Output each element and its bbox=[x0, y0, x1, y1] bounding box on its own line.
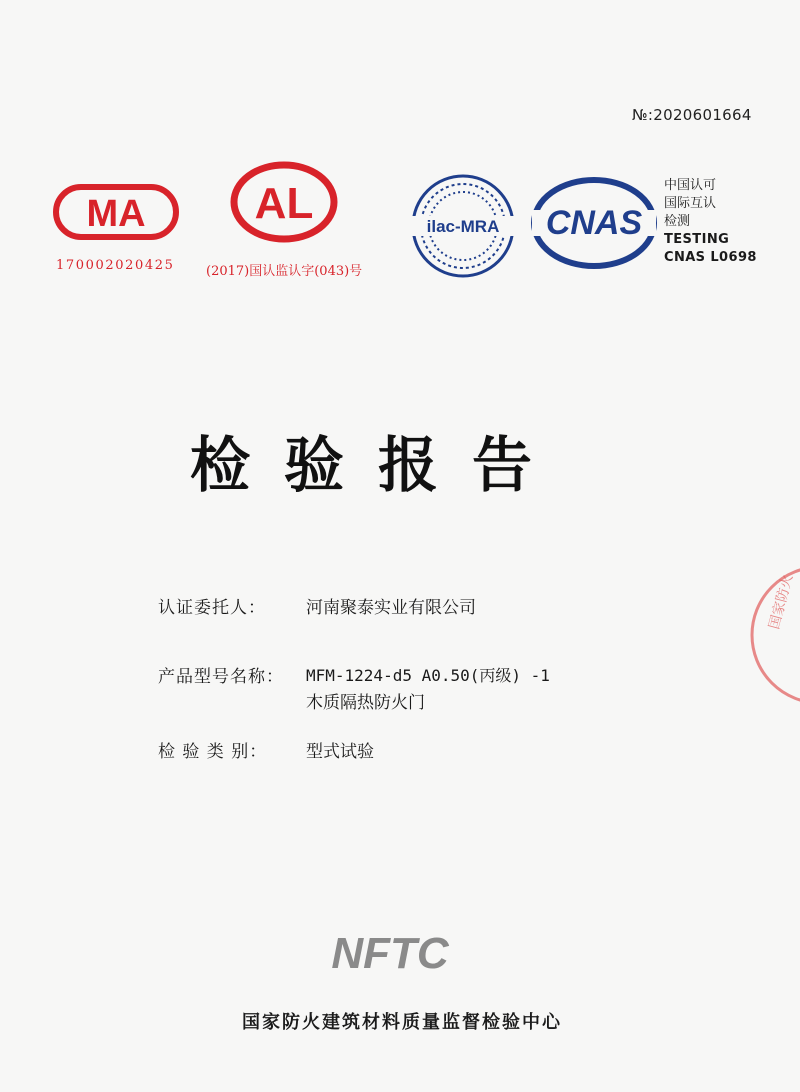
product-label: 产品型号名称： bbox=[158, 667, 284, 687]
cnas-caption-line: CNAS L0698 bbox=[664, 250, 757, 265]
cal-seal-text: AL bbox=[254, 179, 314, 228]
stamp-text: 国家防火 bbox=[766, 572, 797, 632]
cnas-caption-line: 国际互认 bbox=[664, 196, 717, 211]
cnas-text: CNAS bbox=[545, 204, 643, 242]
nftc-logo-text: NFTC bbox=[331, 929, 449, 978]
test-type-value: 型式试验 bbox=[306, 742, 374, 762]
issuer-name: 国家防火建筑材料质量监督检验中心 bbox=[242, 1012, 562, 1033]
product-model-value: MFM-1224-d5 A0.50(丙级) -1 bbox=[306, 666, 550, 685]
red-seal-stamp-icon bbox=[740, 560, 800, 710]
cma-seal-text: MA bbox=[86, 193, 146, 235]
cnas-caption-line: 检测 bbox=[664, 214, 691, 229]
cnas-caption-line: TESTING bbox=[664, 232, 730, 247]
cal-seal-icon bbox=[228, 160, 340, 244]
cma-seal-icon bbox=[52, 183, 180, 241]
ilac-mra-icon bbox=[404, 172, 522, 280]
cnas-icon bbox=[530, 176, 658, 270]
cnas-caption bbox=[664, 177, 774, 267]
cnas-caption-line: 中国认可 bbox=[664, 178, 717, 193]
test-type-label: 检 验 类 别： bbox=[158, 742, 268, 762]
product-name-value: 木质隔热防火门 bbox=[306, 693, 425, 713]
client-value: 河南聚泰实业有限公司 bbox=[306, 598, 476, 618]
page-title: 检验报告 bbox=[190, 431, 566, 501]
nftc-logo-icon bbox=[300, 922, 480, 982]
ilac-mra-text: ilac-MRA bbox=[426, 217, 500, 236]
cma-number: 170002020425 bbox=[56, 258, 175, 273]
client-label: 认证委托人： bbox=[158, 598, 266, 618]
report-number: №:2020601664 bbox=[632, 106, 752, 124]
cal-number: (2017)国认监认字(043)号 bbox=[206, 264, 363, 279]
